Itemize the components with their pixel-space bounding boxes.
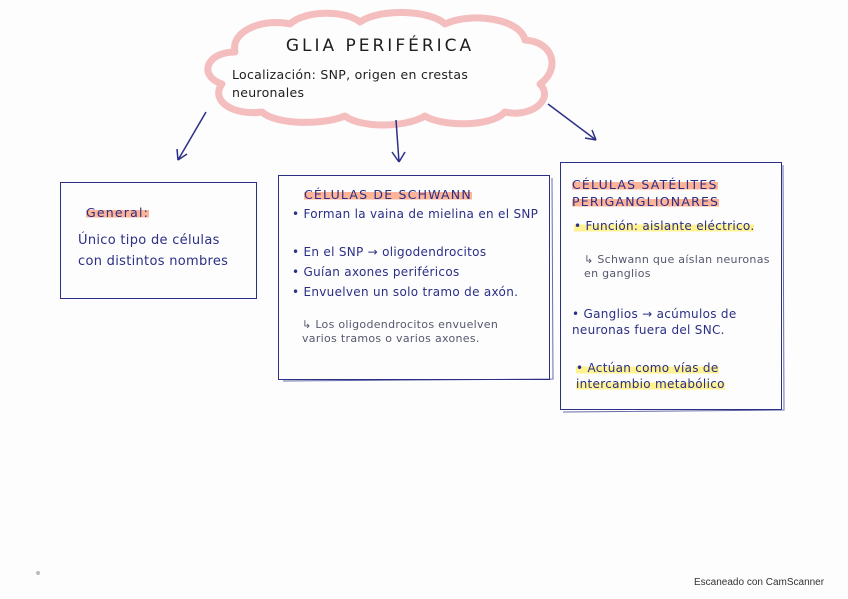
satellite-item-ganglia: • Ganglios → acúmulos de neuronas fuera del SNC. xyxy=(572,307,737,337)
scanner-watermark: Escaneado con CamScanner xyxy=(694,577,825,588)
cloud-subtitle: Localización: SNP, origen en crestas neuronales xyxy=(232,67,469,100)
satellite-item-metabolic xyxy=(576,360,774,392)
arrow-middle xyxy=(392,120,405,162)
satellite-item-metabolic-text: • Actúan como vías de intercambio metabólico xyxy=(576,361,725,391)
satellite-heading xyxy=(572,176,772,210)
schwann-item-guide-axons: • Guían axones periféricos xyxy=(292,265,460,279)
satellite-item-function xyxy=(574,218,774,234)
satellite-heading-text: CÉLULAS SATÉLITES PERIGANGLIONARES xyxy=(572,177,720,209)
schwann-note: ↳ Los oligodendrocitos envuelven varios tramos o varios axones. xyxy=(302,318,499,345)
arrow-right xyxy=(548,104,596,140)
general-body: Único tipo de células con distintos nombres xyxy=(78,233,229,269)
general-heading xyxy=(86,205,149,220)
satellite-item-function-text: • Función: aislante eléctrico. xyxy=(574,219,755,233)
scan-dot xyxy=(36,571,40,575)
satellite-note: ↳ Schwann que aíslan neuronas en ganglios xyxy=(584,253,770,280)
arrow-left xyxy=(177,112,206,160)
general-heading-text: General: xyxy=(86,205,150,220)
schwann-item-wrap-axon: • Envuelven un solo tramo de axón. xyxy=(292,285,519,299)
schwann-heading-text: CÉLULAS DE SCHWANN xyxy=(304,187,472,202)
cloud-title: GLIA PERIFÉRICA xyxy=(285,36,475,56)
schwann-item-oligodendrocytes: • En el SNP → oligodendrocitos xyxy=(292,245,487,259)
schwann-item-myelin: • Forman la vaina de mielina en el SNP xyxy=(292,207,539,221)
schwann-heading xyxy=(304,187,472,202)
